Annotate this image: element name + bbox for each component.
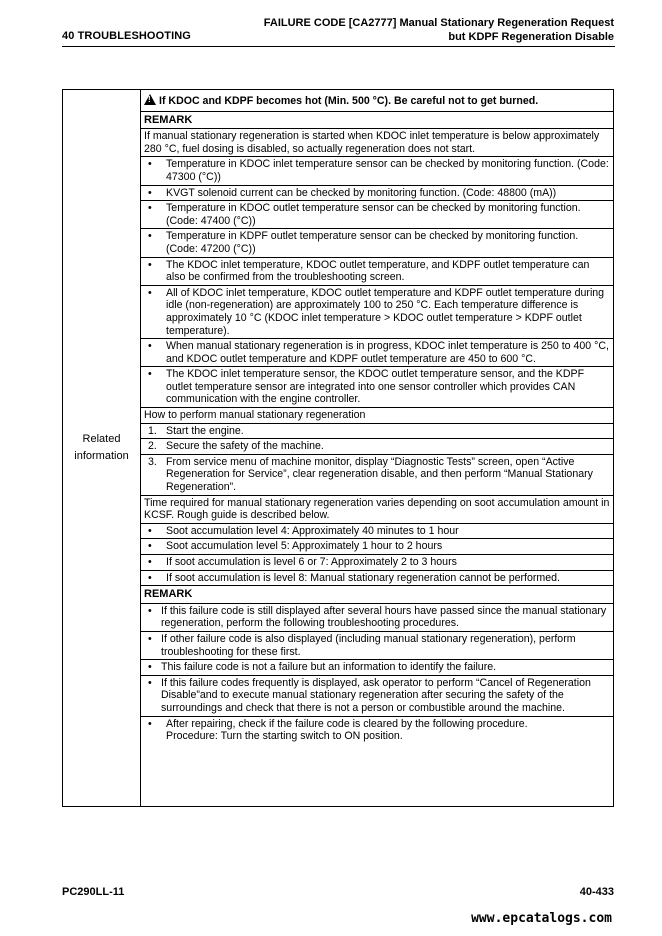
bullet-marker: •	[148, 661, 152, 674]
bullet-marker: •	[148, 540, 152, 553]
time-bullet	[141, 571, 613, 587]
remark1-list	[141, 157, 613, 408]
bullet-marker: •	[148, 524, 152, 537]
step-number: 1.	[148, 424, 157, 437]
bullet-marker: •	[148, 556, 152, 568]
final-bullet-line1: After repairing, check if the failure code is cleared by the following procedure.	[166, 717, 528, 730]
content-column	[141, 90, 613, 806]
bullet-text: Temperature in KDOC inlet temperature sensor can be checked by monitoring function. (Code: 47300 (°C))	[166, 158, 609, 183]
bullet-text: If soot accumulation is level 6 or 7: Approximately 2 to 3 hours	[166, 556, 457, 568]
bullet-text: Temperature in KDOC outlet temperature sensor can be checked by monitoring function. (Code: 47400 (°C))	[166, 202, 581, 227]
bullet-marker: •	[148, 186, 152, 199]
step-number: 3.	[148, 455, 157, 468]
warning-row	[141, 90, 613, 112]
time-bullet	[141, 555, 613, 571]
steps-list	[141, 424, 613, 496]
remark2-heading: REMARK	[141, 586, 613, 604]
bullet-text: If this failure code is still displayed after several hours have passed since the manual stationary regeneration, perform the following troubleshooting procedures.	[161, 604, 607, 630]
page-title	[264, 16, 614, 44]
related-information-table	[62, 89, 614, 807]
bullet-marker: •	[148, 230, 152, 243]
bullet-text: Soot accumulation level 5: Approximately 1 hour to 2 hours	[166, 540, 443, 553]
procedure-step	[141, 455, 613, 496]
page-number: 40-433	[579, 886, 614, 898]
bullet-text: All of KDOC inlet temperature, KDOC outlet temperature and KDPF outlet temperature during idle (non-regeneration) are approximately 100 to 250 °C. Each temperature difference is approximately 10 °C (KDOC inlet temperature > KDOC outlet temperature > KDPF outlet temperature).	[166, 286, 605, 337]
bullet-marker: •	[148, 604, 152, 617]
howto-heading: How to perform manual stationary regeneration	[141, 408, 613, 424]
section-title: 40 TROUBLESHOOTING	[62, 30, 191, 42]
remark-bullet	[141, 258, 613, 286]
remark-bullet	[141, 157, 613, 185]
warning-text: If KDOC and KDPF becomes hot (Min. 500 °C). Be careful not to get burned.	[159, 95, 539, 107]
page-title-line2: but KDPF Regeneration Disable	[448, 31, 614, 43]
bullet-marker: •	[148, 368, 152, 381]
remark-intro: If manual stationary regeneration is started when KDOC inlet temperature is below approximately 280 °C, fuel dosing is disabled, so actually regeneration does not start.	[141, 129, 613, 157]
label-column	[63, 90, 141, 806]
row-label	[63, 431, 140, 465]
bullet-text: This failure code is not a failure but an information to identify the failure.	[161, 661, 497, 674]
remark-bullet	[141, 367, 613, 408]
time-intro: Time required for manual stationary regeneration varies depending on soot accumulation amount in KCSF. Rough guide is described below.	[141, 496, 613, 524]
remark-bullet	[141, 604, 613, 632]
bullet-marker: •	[148, 717, 152, 730]
remark-bullet	[141, 339, 613, 367]
header-rule	[62, 46, 615, 47]
time-list	[141, 524, 613, 586]
remark-bullet	[141, 660, 613, 676]
row-label-line1: Related	[82, 433, 121, 445]
page-title-line1: FAILURE CODE [CA2777] Manual Stationary Regeneration Request	[263, 17, 614, 29]
bullet-text: Soot accumulation level 4: Approximately 40 minutes to 1 hour	[166, 524, 459, 537]
remark-bullet	[141, 676, 613, 717]
bullet-marker: •	[148, 202, 152, 215]
row-label-line2: information	[74, 450, 129, 462]
bullet-text: If soot accumulation is level 8: Manual stationary regeneration cannot be performed.	[166, 571, 560, 584]
bullet-text: KVGT solenoid current can be checked by monitoring function. (Code: 48800 (mA))	[166, 186, 557, 199]
step-text: Start the engine.	[166, 424, 244, 437]
bullet-text: If this failure codes frequently is displayed, ask operator to perform “Cancel of Regeneration Disable”and to execute manual stationary regeneration after securing the safety of the surroundings and check that there is not a person or combustible around the machine.	[161, 676, 591, 714]
watermark: www.epcatalogs.com	[471, 911, 612, 926]
step-text: Secure the safety of the machine.	[166, 440, 324, 453]
model-number: PC290LL-11	[62, 886, 125, 898]
bullet-text: When manual stationary regeneration is in progress, KDOC inlet temperature is 250 to 400 °C, and KDOC outlet temperature and KDPF outlet temperature are 450 to 600 °C.	[166, 340, 609, 365]
bullet-text: The KDOC inlet temperature, KDOC outlet temperature, and KDPF outlet temperature can also be confirmed from the troubleshooting screen.	[166, 258, 590, 284]
bullet-text: Temperature in KDPF outlet temperature sensor can be checked by monitoring function. (Code: 47200 (°C))	[166, 230, 579, 255]
remark-bullet	[141, 286, 613, 339]
bullet-marker: •	[148, 632, 152, 645]
bullet-marker: •	[148, 340, 152, 353]
bullet-marker: •	[148, 158, 152, 171]
time-bullet	[141, 524, 613, 540]
procedure-step	[141, 424, 613, 440]
remark-bullet	[141, 186, 613, 202]
bullet-marker: •	[148, 258, 152, 271]
final-bullet	[141, 717, 613, 744]
bullet-text: The KDOC inlet temperature sensor, the KDOC outlet temperature sensor, and the KDPF outlet temperature sensor are integrated into one sensor controller which provides CAN communication with the engine controller.	[166, 368, 585, 406]
final-bullet-line2: Procedure: Turn the starting switch to ON position.	[166, 730, 403, 743]
bullet-marker: •	[148, 571, 152, 584]
warning-triangle-icon	[144, 94, 156, 105]
remark-bullet	[141, 632, 613, 660]
step-text: From service menu of machine monitor, display “Diagnostic Tests” screen, open “Active Regeneration for Service”, clear regeneration disable, and then perform “Manual Stationary Regeneration”.	[166, 455, 593, 494]
remark-bullet	[141, 229, 613, 257]
remark-heading: REMARK	[141, 112, 613, 130]
step-number: 2.	[148, 440, 157, 453]
remark-bullet	[141, 201, 613, 229]
bullet-marker: •	[148, 286, 152, 299]
time-bullet	[141, 539, 613, 555]
bullet-marker: •	[148, 676, 152, 689]
remark2-list	[141, 604, 613, 717]
bullet-text: If other failure code is also displayed (including manual stationary regeneration), perform troubleshooting for these first.	[161, 632, 576, 658]
procedure-step	[141, 439, 613, 455]
